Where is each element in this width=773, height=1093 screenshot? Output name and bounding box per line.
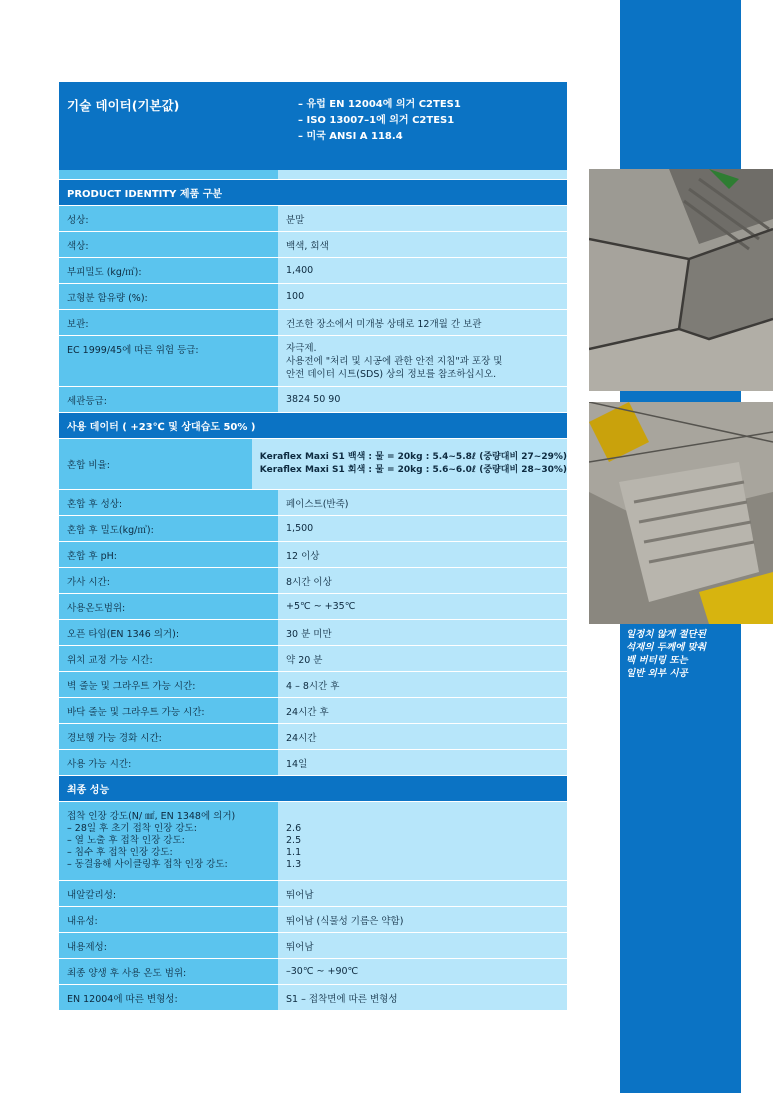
caption-line: 백 버터링 또는 — [626, 655, 688, 666]
row-label: 혼합 비율: — [59, 439, 252, 489]
table-row — [59, 231, 567, 257]
table-row — [59, 489, 567, 515]
photo-cracked-stone — [589, 169, 773, 391]
row-value: 3824 50 90 — [278, 387, 567, 412]
label-line: 접착 인장 강도(N/ ㎟, EN 1348에 의거) — [67, 811, 236, 822]
standards-list — [298, 97, 461, 145]
value-line: 1.1 — [286, 847, 302, 858]
row-value: 뛰어남 (식물성 기름은 약함) — [278, 907, 567, 932]
photo-back-buttering — [589, 402, 773, 624]
row-label: 세관등급: — [59, 387, 278, 412]
header-strip — [59, 170, 567, 179]
row-label — [59, 802, 278, 880]
section-product-identity: PRODUCT IDENTITY 제품 구분 — [59, 179, 567, 205]
row-value: 뛰어남 — [278, 933, 567, 958]
row-value: +5℃ ~ +35℃ — [278, 594, 567, 619]
row-value: 8시간 이상 — [278, 568, 567, 593]
label-line: – 28일 후 초기 접착 인장 강도: — [67, 823, 197, 834]
label-line: – 동결융해 사이클링후 접착 인장 강도: — [67, 859, 228, 870]
row-value: 페이스트(반죽) — [278, 490, 567, 515]
table-row — [59, 541, 567, 567]
row-label: 색상: — [59, 232, 278, 257]
row-value — [278, 336, 567, 386]
table-row — [59, 619, 567, 645]
row-label: EC 1999/45에 따른 위험 등급: — [59, 336, 278, 386]
row-value: 4 – 8시간 후 — [278, 672, 567, 697]
row-label: EN 12004에 따른 변형성: — [59, 985, 278, 1010]
section-final-performance: 최종 성능 — [59, 775, 567, 801]
row-value: 뛰어남 — [278, 881, 567, 906]
label-line: – 침수 후 접착 인장 강도: — [67, 847, 173, 858]
row-value — [278, 802, 567, 880]
caption-line: 일정치 않게 절단된 — [626, 629, 707, 640]
value-line: 사용전에 "처리 및 시공에 관한 안전 지침"과 포장 및 — [286, 355, 503, 367]
value-line: 2.6 — [286, 823, 302, 834]
row-value: 1,500 — [278, 516, 567, 541]
value-line: 2.5 — [286, 835, 302, 846]
row-value: S1 – 접착면에 따른 변형성 — [278, 985, 567, 1010]
row-value: 1,400 — [278, 258, 567, 283]
table-row — [59, 801, 567, 880]
section-usage-data: 사용 데이터 ( +23℃ 및 상대습도 50% ) — [59, 412, 567, 438]
row-label: 내알칼리성: — [59, 881, 278, 906]
table-row — [59, 283, 567, 309]
technical-data-table — [59, 82, 567, 1010]
table-row — [59, 567, 567, 593]
table-header — [59, 82, 567, 170]
table-row — [59, 645, 567, 671]
table-row — [59, 958, 567, 984]
table-row — [59, 749, 567, 775]
row-label: 사용 가능 시간: — [59, 750, 278, 775]
row-value: 14일 — [278, 750, 567, 775]
table-row — [59, 438, 567, 489]
value-line: 1.3 — [286, 859, 302, 870]
table-row — [59, 205, 567, 231]
row-label: 가사 시간: — [59, 568, 278, 593]
row-label: 부피밀도 (kg/㎥): — [59, 258, 278, 283]
standard-item: – 미국 ANSI A 118.4 — [298, 131, 403, 142]
row-label: 바닥 줄눈 및 그라우트 가능 시간: — [59, 698, 278, 723]
row-label: 오픈 타임(EN 1346 의거): — [59, 620, 278, 645]
row-label: 내유성: — [59, 907, 278, 932]
row-value: 24시간 후 — [278, 698, 567, 723]
table-row — [59, 723, 567, 749]
row-value: 건조한 장소에서 미개봉 상태로 12개월 간 보관 — [278, 310, 567, 335]
value-line: Keraflex Maxi S1 백색 : 물 = 20kg : 5.4~5.8ℓ (중량대비 27~29%) — [259, 452, 567, 462]
row-value: 백색, 회색 — [278, 232, 567, 257]
table-row — [59, 697, 567, 723]
value-line: 자극제. — [286, 342, 317, 354]
table-row — [59, 309, 567, 335]
row-label: 경보행 가능 경화 시간: — [59, 724, 278, 749]
row-label: 내용제성: — [59, 933, 278, 958]
caption-line: 석재의 두께에 맞춰 — [626, 642, 707, 653]
row-value: –30℃ ~ +90℃ — [278, 959, 567, 984]
table-row — [59, 515, 567, 541]
table-row — [59, 335, 567, 386]
table-row — [59, 257, 567, 283]
standard-item: – 유럽 EN 12004에 의거 C2TES1 — [298, 99, 461, 110]
table-row — [59, 906, 567, 932]
row-label: 위치 교정 가능 시간: — [59, 646, 278, 671]
table-title: 기술 데이터(기본값) — [67, 98, 180, 113]
value-line: 안전 데이터 시트(SDS) 상의 정보를 참조하십시오. — [286, 368, 497, 380]
table-row — [59, 984, 567, 1010]
label-line: – 열 노출 후 접착 인장 강도: — [67, 835, 185, 846]
table-row — [59, 671, 567, 697]
row-value: 분말 — [278, 206, 567, 231]
table-row — [59, 932, 567, 958]
row-label: 사용온도범위: — [59, 594, 278, 619]
photo-caption — [626, 628, 738, 680]
row-label: 벽 줄눈 및 그라우트 가능 시간: — [59, 672, 278, 697]
row-label: 혼합 후 pH: — [59, 542, 278, 567]
row-label: 고형분 함유량 (%): — [59, 284, 278, 309]
row-label: 보관: — [59, 310, 278, 335]
table-row — [59, 593, 567, 619]
row-value: 약 20 분 — [278, 646, 567, 671]
table-row — [59, 880, 567, 906]
row-value — [252, 439, 567, 489]
row-label: 최종 양생 후 사용 온도 범위: — [59, 959, 278, 984]
standard-item: – ISO 13007–1에 의거 C2TES1 — [298, 115, 455, 126]
row-value: 30 분 미만 — [278, 620, 567, 645]
value-line: Keraflex Maxi S1 회색 : 물 = 20kg : 5.6~6.0ℓ (중량대비 28~30%) — [259, 465, 567, 475]
table-row — [59, 386, 567, 412]
row-value: 100 — [278, 284, 567, 309]
row-label: 성상: — [59, 206, 278, 231]
caption-line: 일반 외부 시공 — [626, 668, 688, 679]
row-value: 12 이상 — [278, 542, 567, 567]
row-label: 혼합 후 밀도(kg/㎥): — [59, 516, 278, 541]
row-label: 혼합 후 성상: — [59, 490, 278, 515]
row-value: 24시간 — [278, 724, 567, 749]
